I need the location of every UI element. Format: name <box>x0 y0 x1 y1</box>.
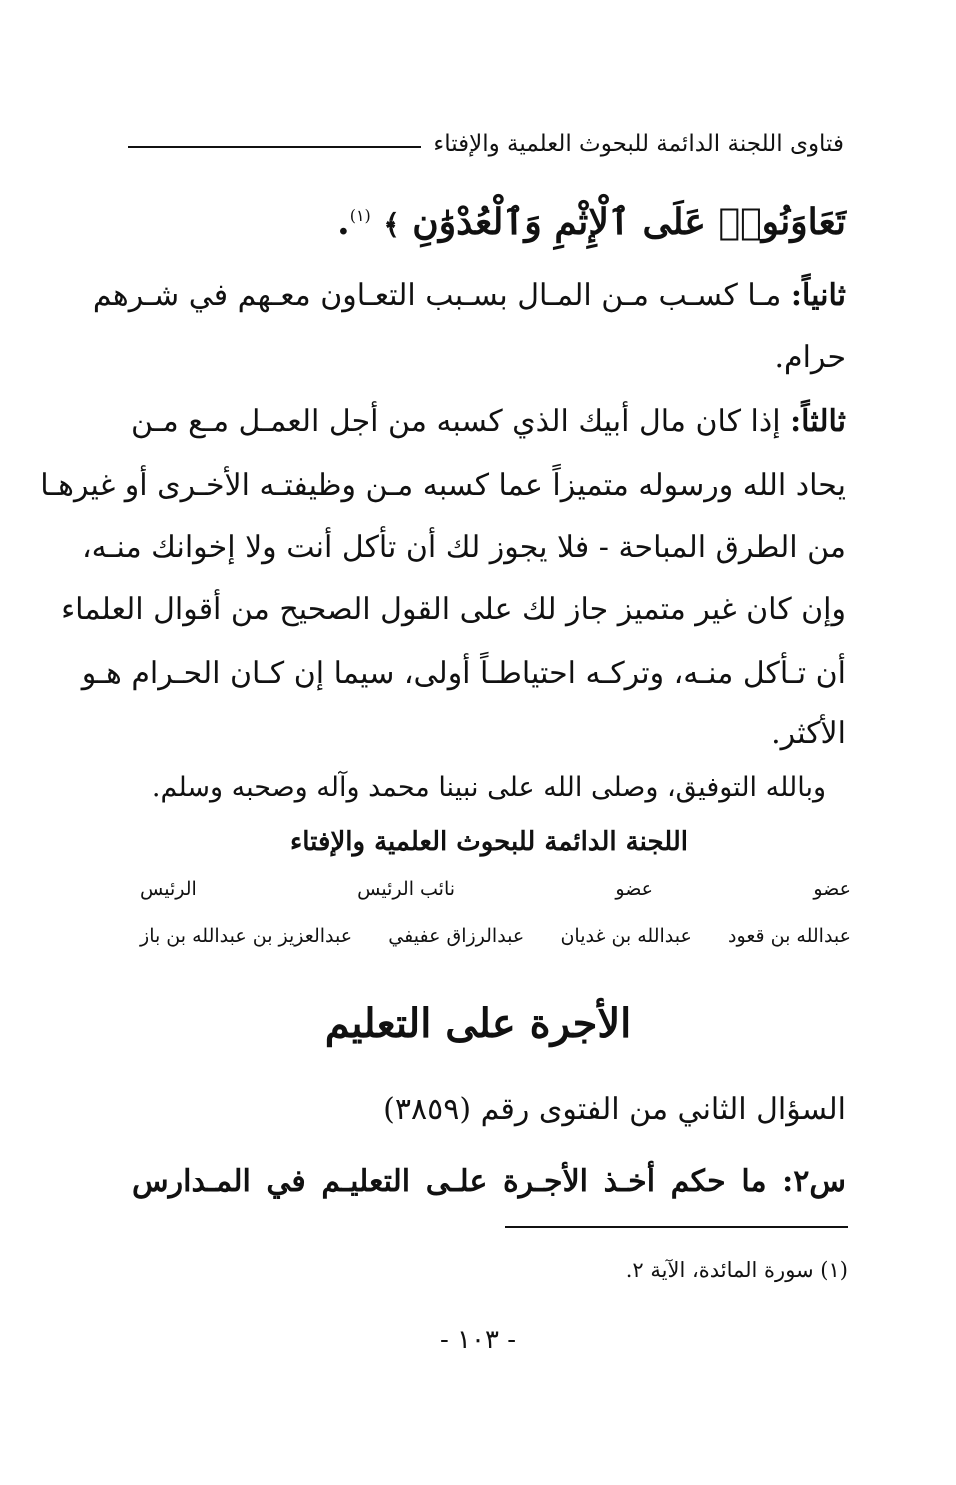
signature-name: عبدالله بن قعود <box>728 925 851 947</box>
running-header <box>128 124 844 164</box>
closing-prayer: وبالله التوفيق، وصلى الله على نبينا محمد وآله وصحبه وسلم. <box>151 772 827 803</box>
committee-name: اللجنة الدائمة للبحوث العلمية والإفتاء <box>290 827 688 857</box>
section-title: الأجرة على التعليم <box>324 1000 632 1047</box>
para-3-line-2: يحاد الله ورسوله متميزاً عما كسبه مـن وظيفتـه الأخـرى أو غيرهـا <box>40 468 846 503</box>
footnote: (١) سورة المائدة، الآية ٢. <box>625 1258 848 1282</box>
signature-name: عبدالرزاق عفيفي <box>388 925 525 947</box>
verse-end-ornament: ﴾ <box>383 208 400 241</box>
question-text: س٢: ما حكم أخـذ الأجـرة علـى التعليـم في المـدارس <box>132 1164 846 1199</box>
signature-role: عضو <box>615 878 654 900</box>
signature-names <box>140 925 851 947</box>
quran-verse <box>132 186 846 255</box>
signature-name: عبدالله بن غديان <box>560 925 692 947</box>
signature-role: عضو <box>813 878 851 900</box>
para-3-line-4: وإن كان غير متميز جاز لك على القول الصحيح من أقوال العلماء <box>61 592 846 627</box>
para-3-label: ثالثاً: <box>790 404 846 439</box>
para-3-line-1: ثالثاً: إذا كان مال أبيك الذي كسبه من أجل العمـل مـع مـن <box>130 404 846 439</box>
signature-role: نائب الرئيس <box>357 878 456 900</box>
footnote-rule <box>505 1226 848 1228</box>
para-3-line-6: الأكثر. <box>771 716 846 751</box>
running-header-title: فتاوى اللجنة الدائمة للبحوث العلمية والإفتاء <box>433 131 844 157</box>
signature-name: عبدالعزيز بن عبدالله بن باز <box>140 925 353 947</box>
para-3-line-3: من الطرق المباحة - فلا يجوز لك أن تأكل أنت ولا إخوانك منـه، <box>81 530 846 565</box>
question-reference: السؤال الثاني من الفتوى رقم (٣٨٥٩) <box>383 1092 846 1127</box>
page-number: - ١٠٣ - <box>439 1325 517 1355</box>
para-2-line-1: ثانياً: مـا كسـب مـن المـال بسـبب التعـاون معـهم في شـرهم <box>92 278 846 313</box>
para-3-line-5: أن تـأكل منـه، وتركـه احتياطـاً أولى، سيما إن كـان الحـرام هـو <box>81 656 846 691</box>
header-rule <box>128 146 421 148</box>
footnote-ref: (١) <box>349 206 371 225</box>
signature-role: الرئيس <box>140 878 197 900</box>
verse-text: تَعَاوَنُوا۟ عَلَى ٱلْإِثْمِ وَٱلْعُدْوَٰنِ <box>412 201 846 243</box>
para-2-line-2: حرام. <box>774 340 846 375</box>
para-2-label: ثانياً: <box>790 278 846 313</box>
verse-end-period: . <box>337 201 350 243</box>
signature-roles <box>140 878 851 900</box>
